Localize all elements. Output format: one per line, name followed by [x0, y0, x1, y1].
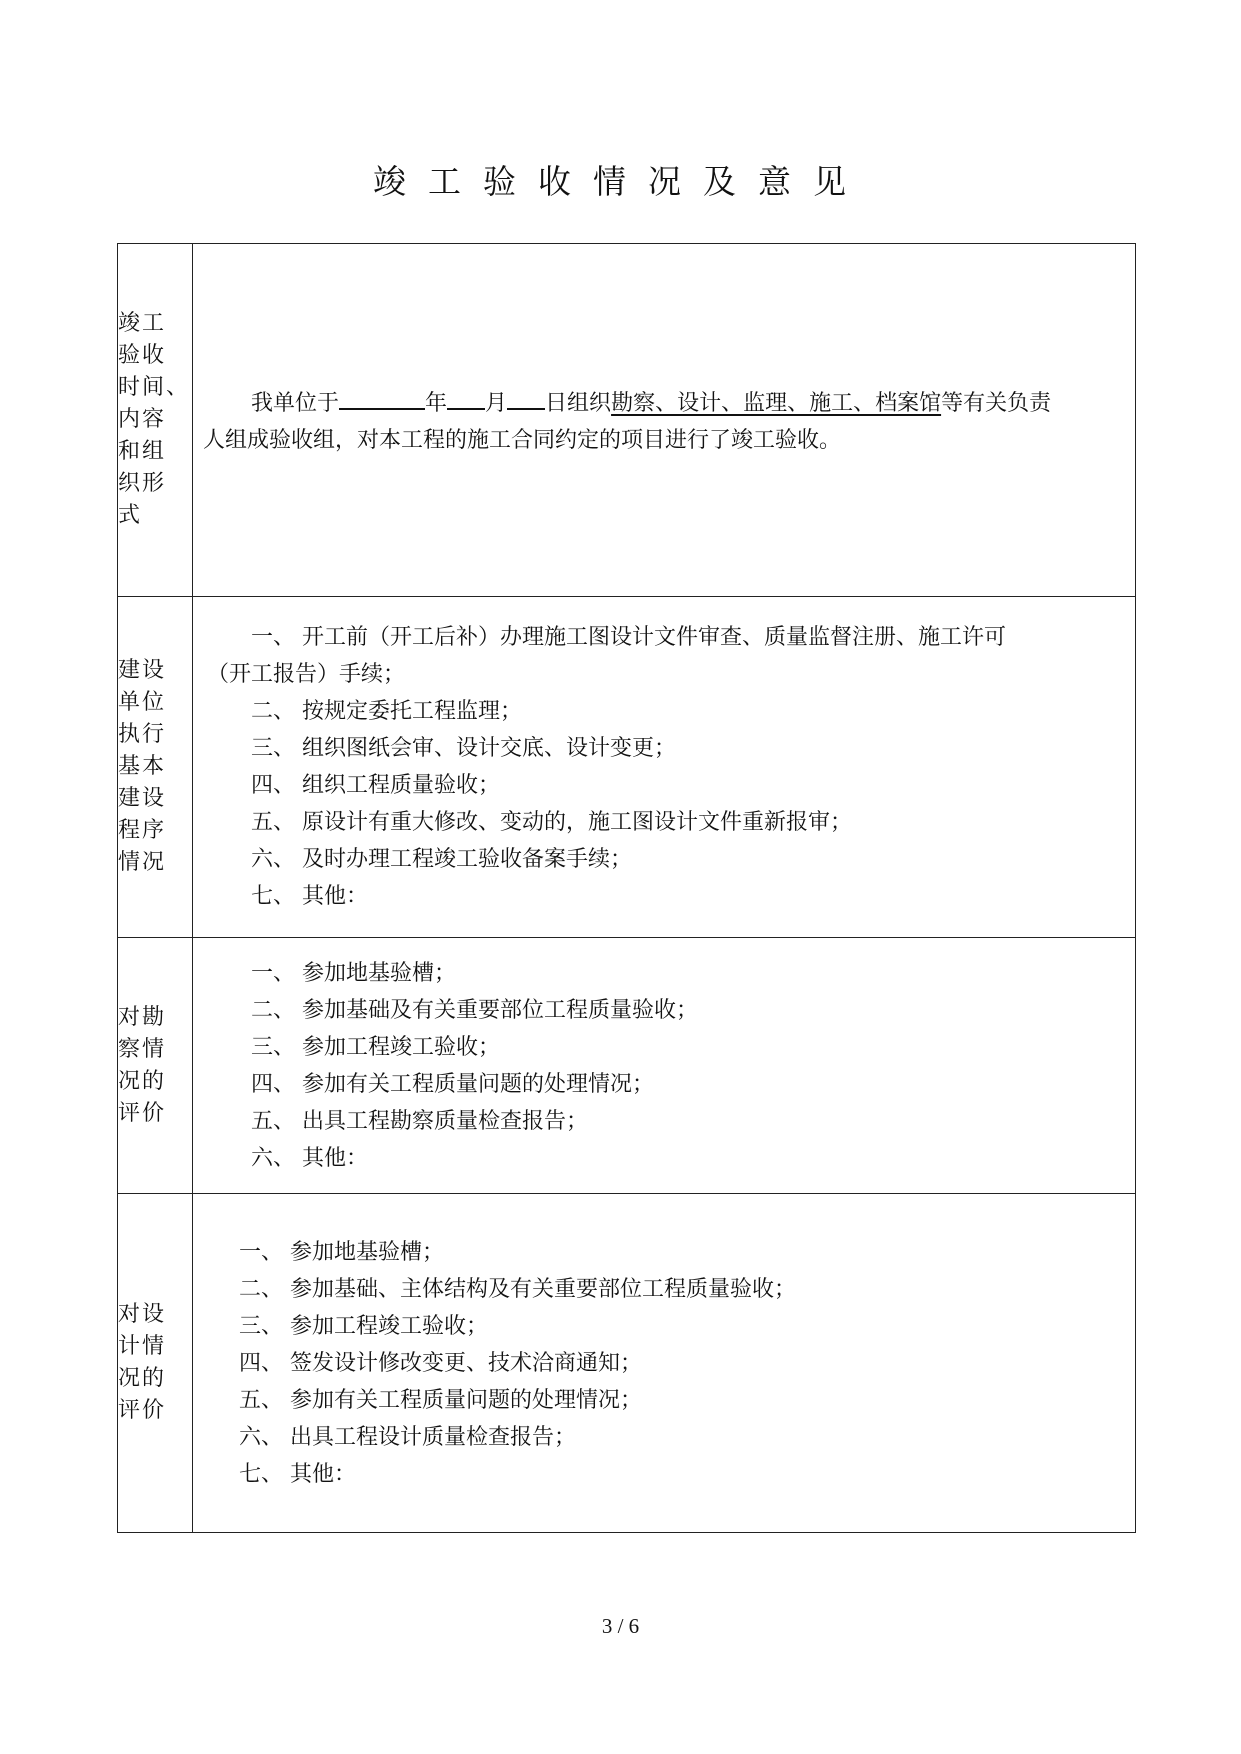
table-row — [118, 1194, 1136, 1533]
list-item: （开工报告）手续； — [207, 662, 406, 687]
label-line: 竣工 — [118, 311, 167, 336]
acceptance-paragraph — [193, 382, 1135, 459]
label-line: 基本 — [118, 754, 167, 779]
list-item: 四、 参加有关工程质量问题的处理情况； — [251, 1071, 654, 1097]
list-item: 五、 参加有关工程质量问题的处理情况； — [239, 1387, 642, 1413]
row-label — [118, 1194, 193, 1533]
page-title: 竣工验收情况及意见 — [373, 162, 868, 201]
label-line: 评价 — [118, 1100, 167, 1126]
row-content — [193, 597, 1136, 938]
month-blank[interactable] — [447, 382, 485, 410]
list-item: 七、 其他： — [251, 884, 368, 909]
list-item: 一、 参加地基验槽； — [251, 960, 456, 986]
month-label: 月 — [485, 390, 508, 416]
label-line: 建设 — [118, 658, 167, 683]
list-item: 四、 组织工程质量验收； — [251, 773, 500, 798]
list-item: 二、 参加基础及有关重要部位工程质量验收； — [251, 997, 698, 1023]
label-line: 评价 — [118, 1398, 167, 1423]
list-item: 六、 及时办理工程竣工验收备案手续； — [251, 847, 632, 872]
list-item: 一、 参加地基验槽； — [239, 1239, 444, 1265]
label-line: 况的 — [118, 1366, 167, 1391]
list-item: 一、 开工前（开工后补）办理施工图设计文件审查、质量监督注册、施工许可 — [251, 625, 1006, 650]
list-item: 六、 出具工程设计质量检查报告； — [239, 1424, 576, 1450]
row-label — [118, 244, 193, 597]
row-content — [193, 244, 1136, 597]
row-label — [118, 597, 193, 938]
day-blank[interactable] — [507, 382, 545, 410]
day-label: 日组织 — [545, 390, 612, 416]
list-item: 三、 参加工程竣工验收； — [251, 1034, 500, 1060]
text-suffix: 等有关负责 — [941, 390, 1052, 416]
list-item: 二、 参加基础、主体结构及有关重要部位工程质量验收； — [239, 1276, 796, 1302]
list-item: 六、 其他： — [251, 1145, 368, 1171]
list-item: 三、 组织图纸会审、设计交底、设计变更； — [251, 736, 676, 761]
row-content — [193, 938, 1136, 1194]
text-prefix: 我单位于 — [251, 390, 340, 416]
label-line: 察情 — [118, 1036, 167, 1062]
label-line: 织形 — [118, 471, 167, 496]
row-label — [118, 938, 193, 1194]
table-row — [118, 597, 1136, 938]
list-item: 二、 按规定委托工程监理； — [251, 699, 522, 724]
page-number: 3 / 6 — [601, 1614, 640, 1638]
year-label: 年 — [425, 390, 448, 416]
table-row — [118, 244, 1136, 597]
label-line: 内容 — [118, 407, 167, 432]
label-line: 单位 — [118, 690, 167, 715]
year-blank[interactable] — [339, 382, 425, 410]
label-line: 计情 — [118, 1334, 167, 1359]
row-content — [193, 1194, 1136, 1533]
list-item: 七、 其他： — [239, 1461, 356, 1487]
list-item: 五、 原设计有重大修改、变动的，施工图设计文件重新报审； — [251, 810, 852, 835]
label-line: 和组 — [118, 439, 167, 464]
label-line: 式 — [118, 503, 143, 528]
label-line: 程序 — [118, 818, 167, 843]
label-line: 验收 — [118, 343, 167, 368]
label-line: 况的 — [118, 1068, 167, 1094]
text-line2: 人组成验收组，对本工程的施工合同约定的项目进行了竣工验收。 — [203, 427, 842, 453]
label-line: 情况 — [118, 850, 167, 875]
organizations-underlined: 勘察、设计、监理、施工、档案馆 — [611, 390, 942, 416]
list-item: 三、 参加工程竣工验收； — [239, 1313, 488, 1339]
table-row — [118, 938, 1136, 1194]
list-item: 四、 签发设计修改变更、技术洽商通知； — [239, 1350, 642, 1376]
acceptance-form-table — [117, 243, 1136, 1533]
label-line: 执行 — [118, 722, 167, 747]
label-line: 时间、 — [118, 375, 191, 400]
label-line: 建设 — [118, 786, 167, 811]
label-line: 对勘 — [118, 1004, 167, 1030]
label-line: 对设 — [118, 1302, 167, 1327]
list-item: 五、 出具工程勘察质量检查报告； — [251, 1108, 588, 1134]
